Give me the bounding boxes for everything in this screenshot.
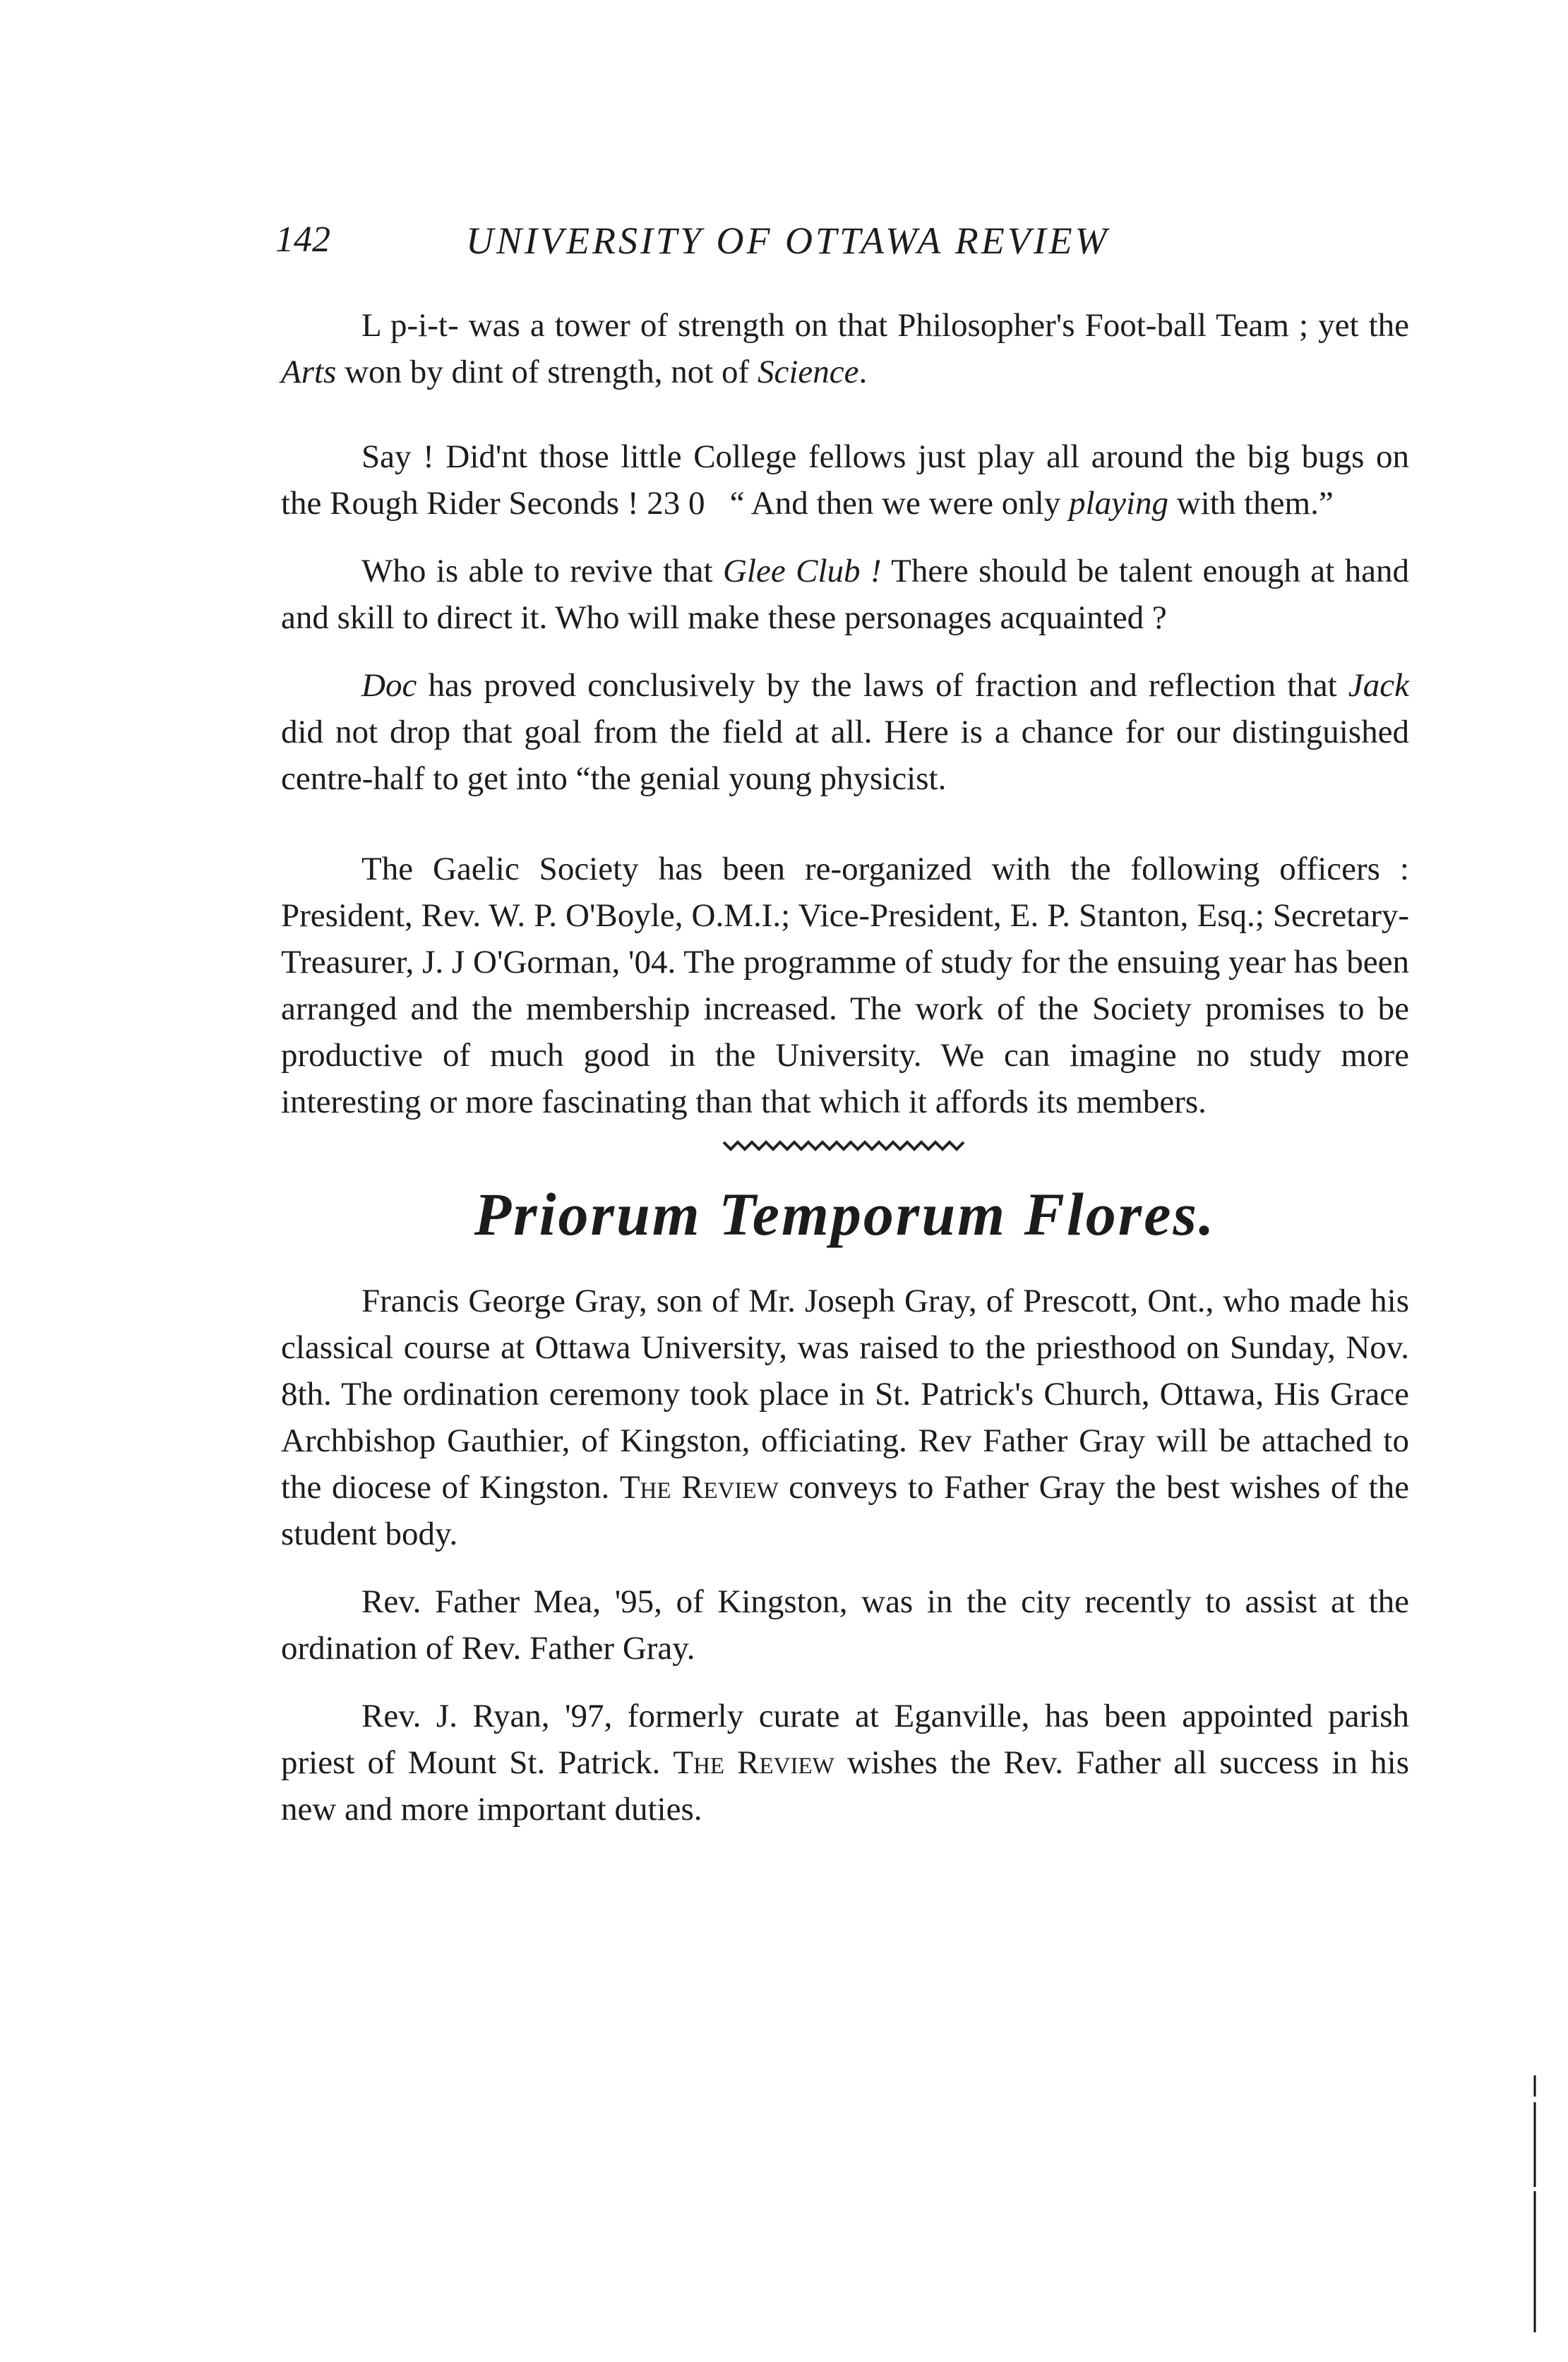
text-run: Who is able to revive that <box>361 553 723 589</box>
text-run: won by dint of strength, not of <box>336 354 758 390</box>
text-run: Say ! Did'nt those little College fellows just play all around the big bugs on the Rough Rider Seconds ! 23 0 “ And then we were only <box>281 438 1409 522</box>
text-run-italic: Doc <box>361 667 417 704</box>
paragraph-glee-club <box>281 548 1409 641</box>
text-run: wishes the Rev. Father all success in his new and more important duties. <box>281 1744 1409 1828</box>
text-run: There should be talent enough at hand and skill to direct it. Who will make these personages acquainted ? <box>281 553 1409 636</box>
text-run-smallcaps: The Review <box>673 1744 834 1781</box>
text-run-italic: Jack <box>1348 667 1409 704</box>
text-run-smallcaps: The Review <box>619 1469 779 1506</box>
paragraph-gaelic-society: The Gaelic Society has been re-organized with the following officers : President, Rev. W. P. O'Boyle, O.M.I.; Vice-President, E. P. Stanton, Esq.; Secretary-Treasurer, J. J O'Gorman, '04. The programme of study for the ensuing year has been arranged and the membership increased. The work of the Society promises to be productive of much good in the University. We can imagine no study more interesting or more fascinating than that which it affords its members. <box>281 851 1409 1120</box>
text-run-italic: Glee Club ! <box>722 553 882 589</box>
text-run-italic: Arts <box>281 354 337 390</box>
text-run: L p-i-t- was a tower of strength on that Philosopher's Foot-ball Team ; yet the <box>361 307 1409 344</box>
text-run: has proved conclusively by the laws of fraction and reflection that <box>417 667 1348 704</box>
text-run: . <box>858 354 868 390</box>
page-number: 142 <box>275 220 330 260</box>
text-run: conveys to Father Gray the best wishes of the student body. <box>281 1469 1409 1552</box>
paragraph-rough-rider <box>281 433 1409 527</box>
text-run: Francis George Gray, son of Mr. Joseph Gray, of Prescott, Ont., who made his classical course at Ottawa University, was raised to the priesthood on Sunday, Nov. 8th. The ordination ceremony took place in St. Patrick's Church, Ottawa, His Grace Archbishop Gauthier, of Kingston, officiating. Rev Father Gray will be attached to the diocese of Kingston. <box>281 1283 1409 1506</box>
text-run-italic: playing <box>1069 485 1169 522</box>
page-header <box>275 212 1405 275</box>
body-text <box>281 302 1409 1833</box>
text-run: with them.” <box>1168 485 1334 522</box>
margin-scan-line <box>1533 2075 1536 2344</box>
section-heading: Priorum Temporum Flores. <box>474 1180 1216 1248</box>
wavy-ornament-divider <box>720 1129 974 1158</box>
text-run: did not drop that goal from the field at all. Here is a chance for our distinguished centre-half to get into “the genial young physicist. <box>281 714 1409 797</box>
paragraph-philosophers-football <box>281 302 1409 395</box>
running-title: UNIVERSITY OF OTTAWA REVIEW <box>466 220 1110 262</box>
paragraph-father-ryan <box>281 1693 1409 1833</box>
paragraph-francis-gray <box>281 1278 1409 1557</box>
text-run: Rev. J. Ryan, '97, formerly curate at Eganville, has been appointed parish priest of Mount St. Patrick. <box>281 1698 1409 1781</box>
paragraph-father-mea: Rev. Father Mea, '95, of Kingston, was in the city recently to assist at the ordination of Rev. Father Gray. <box>281 1583 1409 1667</box>
text-run-italic: Science <box>757 354 859 390</box>
paragraph-doc-jack <box>281 662 1409 802</box>
